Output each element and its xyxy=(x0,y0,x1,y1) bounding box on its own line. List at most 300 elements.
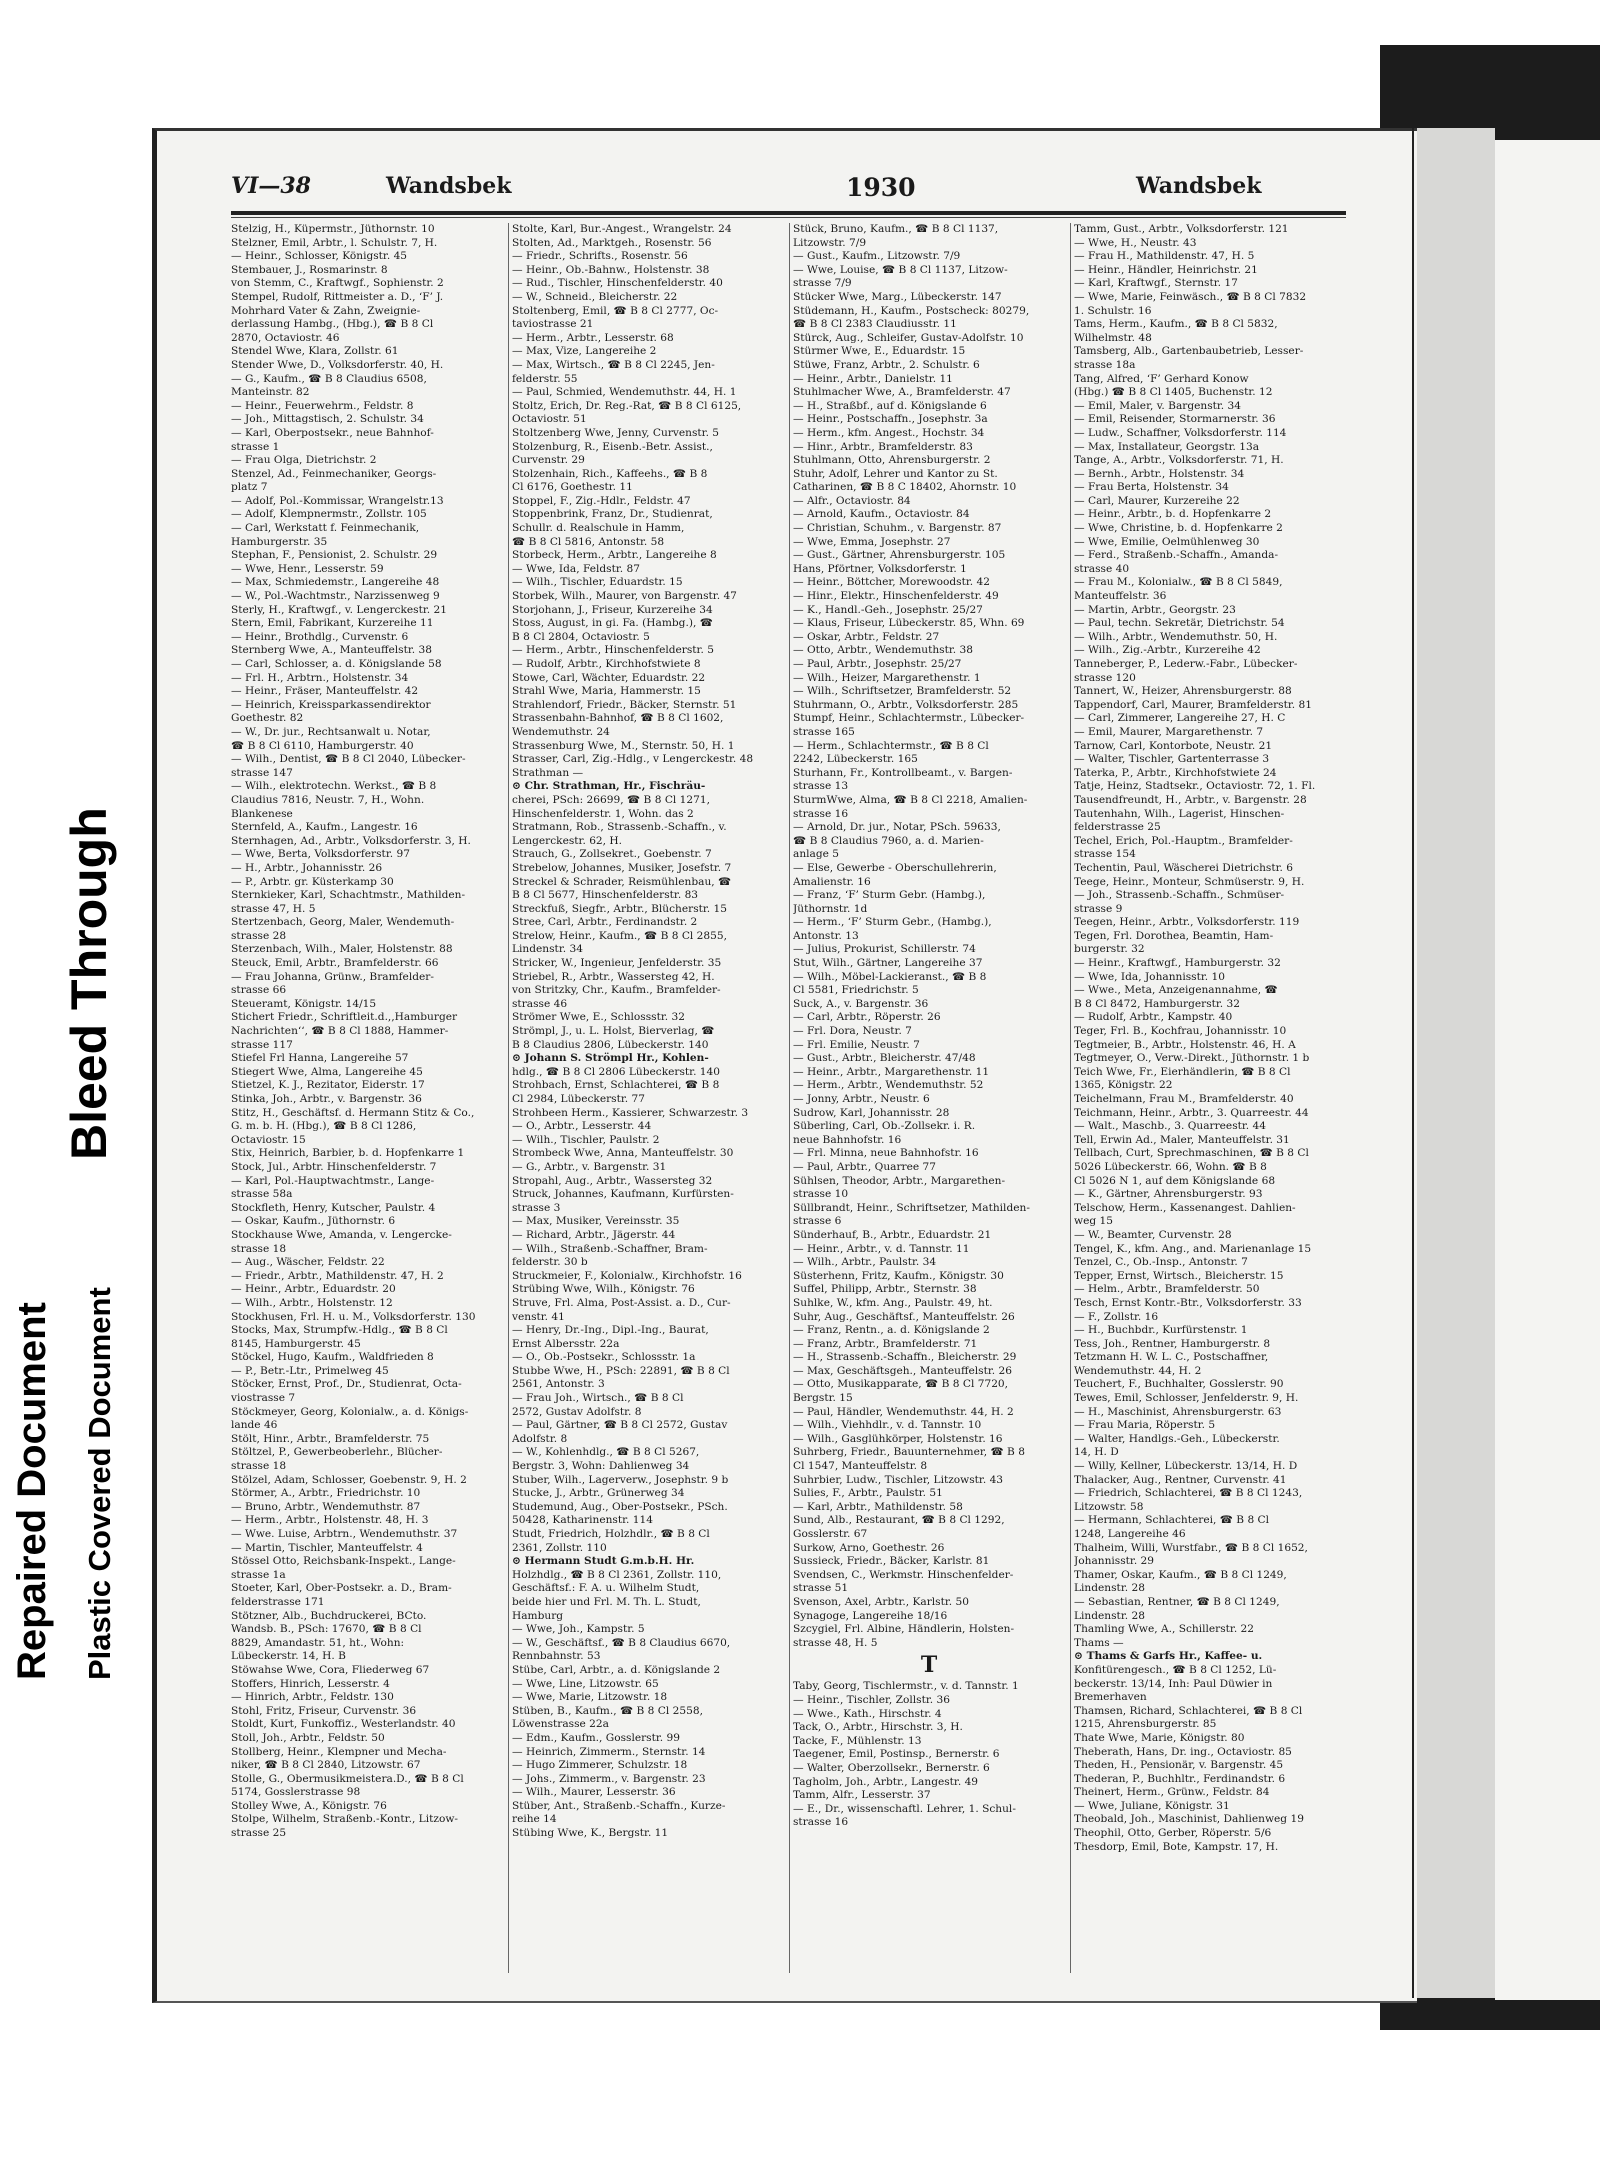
directory-entry-line: — Friedrich, Schlachterei, ☎ B 8 Cl 1243, xyxy=(1074,1487,1303,1500)
directory-entry-line: Suffel, Philipp, Arbtr., Sternstr. 38 xyxy=(793,1283,977,1296)
directory-entry-line: — H., Straßbf., auf d. Königslande 6 xyxy=(793,399,987,412)
directory-entry-line: SturmWwe, Alma, ☎ B 8 Cl 2218, Amalien- xyxy=(793,793,1028,806)
directory-entry-line: Stücker Wwe, Marg., Lübeckerstr. 147 xyxy=(793,290,1002,303)
page-reference: VI—38 xyxy=(231,173,311,199)
directory-entry-line: Suhlke, W., kfm. Ang., Paulstr. 49, ht. xyxy=(793,1296,993,1309)
directory-entry-line: Claudius 7816, Neustr. 7, H., Wohn. xyxy=(231,793,425,806)
plastic-covered-label: Plastic Covered Document xyxy=(82,1287,117,1680)
directory-entry-line: — F., Zollstr. 16 xyxy=(1074,1310,1159,1323)
directory-entry-line: Tanneberger, P., Lederw.-Fabr., Lübecker- xyxy=(1074,658,1298,670)
directory-entry-line: — Wwe, Louise, ☎ B 8 Cl 1137, Litzow- xyxy=(793,263,1008,276)
directory-entry-line: 1. Schulstr. 16 xyxy=(1074,304,1152,317)
directory-entry-line: — Heinr., Böttcher, Morewoodstr. 42 xyxy=(793,576,990,589)
directory-entry-line: Wandsb. B., PSch: 17670, ☎ B 8 Cl xyxy=(231,1623,422,1636)
directory-entry-line: — Martin, Arbtr., Georgstr. 23 xyxy=(1074,603,1236,616)
directory-entry-line: — Hermann, Schlachterei, ☎ B 8 Cl xyxy=(1074,1514,1270,1527)
directory-entry-line: Storbek, Wilh., Maurer, von Bargenstr. 47 xyxy=(512,590,737,603)
directory-entry-line: 5026 Lübeckerstr. 66, Wohn. ☎ B 8 xyxy=(1074,1160,1267,1173)
directory-column-4 xyxy=(1074,223,1346,1973)
directory-entry-line: Stück, Bruno, Kaufm., ☎ B 8 Cl 1137, xyxy=(793,223,999,235)
directory-entry-line: Stiegert Wwe, Alma, Langereihe 45 xyxy=(231,1065,423,1078)
directory-entry-line: — Friedr., Schrifts., Rosenstr. 56 xyxy=(512,250,688,263)
directory-entry-line: Tannert, W., Heizer, Ahrensburgerstr. 88 xyxy=(1074,685,1292,698)
directory-entry-line: — Wwe, Berta, Volksdorferstr. 97 xyxy=(231,848,410,861)
directory-entry-line: Adolfstr. 8 xyxy=(512,1432,568,1445)
directory-entry-line: Thamer, Oskar, Kaufm., ☎ B 8 Cl 1249, xyxy=(1074,1568,1287,1581)
directory-entry-line: — Wwe, Ida, Johannisstr. 10 xyxy=(1074,970,1225,983)
directory-entry-line: B 8 Cl 2804, Octaviostr. 5 xyxy=(512,630,650,643)
directory-entry-line: reihe 14 xyxy=(512,1813,557,1826)
directory-entry-line: Tamsberg, Alb., Gartenbaubetrieb, Lesser- xyxy=(1074,345,1304,358)
directory-entry-line: Stoss, August, in gi. Fa. (Hambg.), ☎ xyxy=(512,617,713,630)
directory-entry-line: — H., Buchbdr., Kurfürstenstr. 1 xyxy=(1074,1324,1248,1337)
directory-entry-line: — Wilh., Gasglühkörper, Holstenstr. 16 xyxy=(793,1432,1003,1445)
directory-entry-line: — W., Beamter, Curvenstr. 28 xyxy=(1074,1228,1232,1241)
directory-entry-line: Stüben, B., Kaufm., ☎ B 8 Cl 2558, xyxy=(512,1704,703,1717)
directory-entry-line: — Walter, Oberzollsekr., Bernerstr. 6 xyxy=(793,1761,990,1774)
directory-column-1 xyxy=(231,223,503,1973)
directory-entry-line: — W., Dr. jur., Rechtsanwalt u. Notar, xyxy=(231,725,431,738)
directory-entry-line: Stolpe, Wilhelm, Straßenb.-Kontr., Litzow- xyxy=(231,1813,458,1826)
directory-entry-line: Strömpl, J., u. L. Holst, Bierverlag, ☎ xyxy=(512,1025,715,1038)
directory-entry-line: Stölzel, Adam, Schlosser, Goebenstr. 9, H. 2 xyxy=(231,1473,467,1486)
directory-entry-line: Strömer Wwe, E., Schlossstr. 32 xyxy=(512,1011,685,1024)
directory-entry-line: cherei, PSch: 26699, ☎ B 8 Cl 1271, xyxy=(512,793,711,806)
directory-entry-line: Storjohann, J., Friseur, Kurzereihe 34 xyxy=(512,603,713,616)
directory-column-2 xyxy=(512,223,784,1973)
page-edge xyxy=(1412,128,1414,1998)
directory-entry-line: Stübing Wwe, K., Bergstr. 11 xyxy=(512,1827,669,1840)
directory-entry-line: — Adolf, Pol.-Kommissar, Wrangelstr.13 xyxy=(231,494,444,507)
directory-entry-line: — Carl, Arbtr., Röperstr. 26 xyxy=(793,1011,941,1024)
directory-entry-line: Ernst Albersstr. 22a xyxy=(512,1337,620,1350)
directory-entry-line: — Herm., Arbtr., Hinschenfelderstr. 5 xyxy=(512,644,714,657)
directory-entry-line: Thesdorp, Emil, Bote, Kampstr. 17, H. xyxy=(1074,1840,1279,1853)
directory-entry-line: — Gust., Kaufm., Litzowstr. 7/9 xyxy=(793,250,961,263)
directory-entry-line: Taegener, Emil, Postinsp., Bernerstr. 6 xyxy=(793,1748,1000,1761)
directory-entry-line: — Otto, Musikapparate, ☎ B 8 Cl 7720, xyxy=(793,1378,1009,1391)
directory-entry-line: Stuhr, Adolf, Lehrer und Kantor zu St. xyxy=(793,467,998,480)
directory-entry-line: Manteinstr. 82 xyxy=(231,386,310,399)
directory-entry-line: — Wilh., Heizer, Margarethenstr. 1 xyxy=(793,671,981,684)
directory-entry-line: Szcygiel, Frl. Albine, Händlerin, Holsten- xyxy=(793,1623,1015,1636)
directory-entry-line: strasse 1a xyxy=(231,1568,286,1581)
directory-entry-line: — Frau H., Mathildenstr. 47, H. 5 xyxy=(1074,250,1255,263)
directory-entry-line: — Wilh., Arbtr., Paulstr. 34 xyxy=(793,1256,937,1269)
directory-entry-line: — Max, Vize, Langereihe 2 xyxy=(512,345,657,358)
directory-entry-line: — Wilh., Schriftsetzer, Bramfelderstr. 52 xyxy=(793,685,1012,698)
directory-entry-line: Hamburg xyxy=(512,1609,564,1622)
directory-entry-line: — H., Maschinist, Ahrensburgerstr. 63 xyxy=(1074,1405,1282,1418)
directory-entry-line: Süsterhenn, Fritz, Kaufm., Königstr. 30 xyxy=(793,1269,1004,1282)
directory-entry-line: Tell, Erwin Ad., Maler, Manteuffelstr. 31 xyxy=(1074,1133,1290,1146)
directory-entry-line: Stoltenberg, Emil, ☎ B 8 Cl 2777, Oc- xyxy=(512,304,719,317)
directory-entry-line: Cl 6176, Goethestr. 11 xyxy=(512,481,633,494)
directory-entry-line: — Wwe., Kath., Hirschstr. 4 xyxy=(793,1707,942,1720)
directory-entry-line: Tetzmann H. W. L. C., Postschaffner, xyxy=(1074,1351,1269,1364)
directory-entry-line: Lengerckestr. 62, H. xyxy=(512,834,623,847)
directory-entry-line: strasse 13 xyxy=(793,780,849,793)
directory-entry-line: Stinka, Joh., Arbtr., v. Bargenstr. 36 xyxy=(231,1093,422,1105)
directory-entry-line: — W., Schneid., Bleicherstr. 22 xyxy=(512,290,678,303)
directory-entry-line: — Heinr., Kraftwgf., Hamburgerstr. 32 xyxy=(1074,957,1281,970)
city-title-right: Wandsbek xyxy=(1136,173,1262,199)
directory-entry-line: Cl 5026 N 1, auf dem Königslande 68 xyxy=(1074,1174,1276,1187)
directory-entry-line: — Herm., Schlachtermstr., ☎ B 8 Cl xyxy=(793,739,989,752)
directory-entry-line: Suhrberg, Friedr., Bauunternehmer, ☎ B 8 xyxy=(793,1446,1025,1459)
directory-entry-line: — Karl, Arbtr., Mathildenstr. 58 xyxy=(793,1500,963,1513)
directory-entry-line: Curvenstr. 29 xyxy=(512,454,585,467)
directory-entry-line: — Wilh., Dentist, ☎ B 8 Cl 2040, Lübecker- xyxy=(231,753,466,766)
directory-entry-line: Bremerhaven xyxy=(1074,1691,1147,1704)
directory-entry-line: Stoeter, Karl, Ober-Postsekr. a. D., Bram- xyxy=(231,1582,452,1595)
directory-entry-line: — Heinr., Arbtr., Danielstr. 11 xyxy=(793,372,953,385)
directory-entry-line: Thamsen, Richard, Schlachterei, ☎ B 8 Cl xyxy=(1074,1704,1303,1717)
directory-entry-line: — Heinr., Brothdlg., Curvenstr. 6 xyxy=(231,630,409,643)
directory-entry-line: strasse 46 xyxy=(512,997,568,1010)
directory-entry-line: strasse 147 xyxy=(231,766,293,779)
directory-entry-line: Techel, Erich, Pol.-Hauptm., Bramfelder- xyxy=(1074,834,1293,847)
directory-entry-line: — Max, Wirtsch., ☎ B 8 Cl 2245, Jen- xyxy=(512,358,715,371)
directory-entry-line: Teege, Heinr., Monteur, Schmüserstr. 9, H. xyxy=(1074,875,1305,888)
column-divider xyxy=(789,223,790,1973)
directory-entry-line: Wilhelmstr. 48 xyxy=(1074,331,1152,344)
directory-entry-line: — Ludw., Schaffner, Volksdorferstr. 114 xyxy=(1074,426,1287,439)
directory-entry-line: Thederan, P., Buchhltr., Ferdinandstr. 6 xyxy=(1074,1772,1286,1785)
directory-entry-line: Sturhann, Fr., Kontrollbeamt., v. Bargen- xyxy=(793,766,1013,779)
directory-entry-line: strasse 47, H. 5 xyxy=(231,902,316,915)
directory-entry-line: Stockhause Wwe, Amanda, v. Lengercke- xyxy=(231,1228,452,1241)
directory-entry-line: Manteuffelstr. 36 xyxy=(1074,590,1167,603)
directory-entry-line: — Wwe, Henr., Lesserstr. 59 xyxy=(231,562,384,575)
directory-entry-line: Hamburgerstr. 35 xyxy=(231,535,328,548)
directory-entry-line: 2870, Octaviostr. 46 xyxy=(231,331,340,344)
directory-entry-line: strasse 10 xyxy=(793,1188,849,1201)
directory-entry-line: Sterzenbach, Wilh., Maler, Holstenstr. 88 xyxy=(231,943,453,956)
directory-entry-line: — Frau Johanna, Grünw., Bramfelder- xyxy=(231,970,434,983)
directory-entry-line: Stölt, Hinr., Arbtr., Bramfelderstr. 75 xyxy=(231,1432,430,1445)
directory-entry-line: — Frl. Dora, Neustr. 7 xyxy=(793,1025,912,1038)
directory-entry-line: Lindenstr. 28 xyxy=(1074,1582,1145,1595)
directory-entry-line: — P., Arbtr. gr. Küsterkamp 30 xyxy=(231,875,394,888)
directory-entry-line: Stelzig, H., Küpermstr., Jüthornstr. 10 xyxy=(231,223,435,235)
directory-entry-line: Thate Wwe, Marie, Königstr. 80 xyxy=(1074,1731,1245,1744)
directory-entry-line: — Herm., kfm. Angest., Hochstr. 34 xyxy=(793,426,985,439)
directory-entry-line: — Herm., Arbtr., Holstenstr. 48, H. 3 xyxy=(231,1514,429,1527)
directory-entry-line: — Willy, Kellner, Lübeckerstr. 13/14, H. D xyxy=(1074,1460,1298,1473)
directory-entry-line: Tamm, Alfr., Lesserstr. 37 xyxy=(793,1789,931,1802)
directory-entry-line: — Heinrich, Kreissparkassendirektor xyxy=(231,698,431,711)
directory-entry-line: — Wilh., Tischler, Eduardstr. 15 xyxy=(512,576,683,589)
directory-entry-line: — Frl. H., Arbtrn., Holstenstr. 34 xyxy=(231,671,409,684)
directory-entry-line: Stoll, Joh., Arbtr., Feldstr. 50 xyxy=(231,1731,385,1744)
column-divider xyxy=(1070,223,1071,1973)
directory-entry-line: Strombeck Wwe, Anna, Manteuffelstr. 30 xyxy=(512,1147,734,1160)
directory-entry-line: neue Bahnhofstr. 16 xyxy=(793,1133,902,1146)
bleed-through-label: Bleed Through xyxy=(61,807,117,1160)
directory-entry-line: — Paul, techn. Sekretär, Dietrichstr. 54 xyxy=(1074,617,1285,630)
directory-entry-line: strasse 117 xyxy=(231,1038,293,1051)
directory-entry-line: Stolzenhain, Rich., Kaffeehs., ☎ B 8 xyxy=(512,467,708,480)
directory-entry-line: ⊙ Hermann Studt G.m.b.H. Hr. xyxy=(512,1555,695,1568)
directory-entry-line: Stumpf, Heinr., Schlachtermstr., Lübecker- xyxy=(793,712,1025,725)
directory-entry-line: — Wilh., Arbtr., Holstenstr. 12 xyxy=(231,1296,393,1309)
directory-entry-line: ☎ B 8 Cl 5816, Antonstr. 58 xyxy=(512,535,665,548)
directory-entry-line: Mohrhard Vater & Zahn, Zweignie- xyxy=(231,304,421,317)
directory-entry-line: Goethestr. 82 xyxy=(231,712,304,725)
directory-entry-line: — Wwe, Marie, Litzowstr. 18 xyxy=(512,1691,668,1704)
directory-entry-line: — Arnold, Kaufm., Octaviostr. 84 xyxy=(793,508,970,521)
directory-entry-line: Konfitürengesch., ☎ B 8 Cl 1252, Lü- xyxy=(1074,1663,1277,1676)
directory-entry-line: — Heinrich, Zimmerm., Sternstr. 14 xyxy=(512,1745,706,1758)
directory-entry-line: — Rudolf, Arbtr., Kampstr. 40 xyxy=(1074,1011,1233,1024)
directory-entry-line: — Wwe. Luise, Arbtrn., Wendemuthstr. 37 xyxy=(231,1528,458,1540)
directory-entry-line: — Bernh., Arbtr., Holstenstr. 34 xyxy=(1074,467,1245,480)
directory-entry-line: Sternberg Wwe, A., Manteuffelstr. 38 xyxy=(231,644,432,657)
directory-entry-line: Octaviostr. 51 xyxy=(512,413,587,426)
directory-entry-line: — P., Betr.-Ltr., Primelweg 45 xyxy=(231,1364,389,1377)
directory-entry-line: — Jonny, Arbtr., Neustr. 6 xyxy=(793,1093,930,1105)
directory-entry-line: Lindenstr. 34 xyxy=(512,943,583,956)
directory-entry-line: — Wilh., Viehhdlr., v. d. Tannstr. 10 xyxy=(793,1419,982,1432)
directory-entry-line: — Carl, Zimmerer, Langereihe 27, H. C xyxy=(1074,712,1286,725)
directory-entry-line: — Frau M., Kolonialw., ☎ B 8 Cl 5849, xyxy=(1074,576,1283,589)
directory-entry-line: Süllbrandt, Heinr., Schriftsetzer, Mathilden- xyxy=(793,1201,1030,1214)
directory-entry-line: Theinert, Herm., Grünw., Feldstr. 84 xyxy=(1074,1786,1270,1799)
directory-entry-line: — Frau Berta, Holstenstr. 34 xyxy=(1074,481,1229,494)
directory-entry-line: ⊙ Johann S. Strömpl Hr., Kohlen- xyxy=(512,1052,709,1065)
directory-entry-line: Stüber, Ant., Straßenb.-Schaffn., Kurze- xyxy=(512,1799,726,1812)
directory-entry-line: — Rud., Tischler, Hinschenfelderstr. 40 xyxy=(512,277,723,290)
directory-entry-line: Stoffers, Hinrich, Lesserstr. 4 xyxy=(231,1677,390,1690)
directory-entry-line: Strassenburg Wwe, M., Sternstr. 50, H. 1 xyxy=(512,739,735,752)
directory-entry-line: Tegtmeier, B., Arbtr., Holstenstr. 46, H. A xyxy=(1074,1038,1296,1051)
directory-entry-line: — Frau Olga, Dietrichstr. 2 xyxy=(231,454,377,467)
directory-entry-line: ☎ B 8 Claudius 7960, a. d. Marien- xyxy=(793,834,984,847)
directory-entry-line: — Wwe, Joh., Kampstr. 5 xyxy=(512,1623,645,1636)
directory-entry-line: Stiefel Frl Hanna, Langereihe 57 xyxy=(231,1052,409,1065)
directory-entry-line: Octaviostr. 15 xyxy=(231,1133,306,1146)
directory-entry-line: — Gust., Arbtr., Bleicherstr. 47/48 xyxy=(793,1052,976,1065)
directory-entry-line: — Carl, Werkstatt f. Feinmechanik, xyxy=(231,522,420,535)
directory-entry-line: strasse 16 xyxy=(793,1816,849,1829)
directory-entry-line: strasse 25 xyxy=(231,1827,287,1840)
directory-entry-line: Bergstr. 15 xyxy=(793,1392,853,1405)
page-header xyxy=(231,173,1341,202)
directory-entry-line: Stoppenbrink, Franz, Dr., Studienrat, xyxy=(512,508,713,521)
directory-entry-line: — Heinr., Arbtr., b. d. Hopfenkarre 2 xyxy=(1074,508,1272,521)
directory-entry-line: — Wwe, Ida, Feldstr. 87 xyxy=(512,562,640,575)
directory-entry-line: Strathman — xyxy=(512,766,584,779)
directory-entry-line: — Frau Joh., Wirtsch., ☎ B 8 Cl xyxy=(512,1392,684,1405)
adjacent-page-strip xyxy=(1495,140,1600,2000)
page-gutter xyxy=(1405,128,1495,1998)
directory-entry-line: Nachrichten‘‘, ☎ B 8 Cl 1888, Hammer- xyxy=(231,1025,449,1038)
directory-entry-line: strasse 28 xyxy=(231,929,287,942)
directory-entry-line: Stropahl, Aug., Arbtr., Wassersteg 32 xyxy=(512,1174,713,1187)
directory-entry-line: lande 46 xyxy=(231,1419,278,1432)
directory-entry-line: Litzowstr. 7/9 xyxy=(793,236,867,249)
directory-entry-line: — Karl, Pol.-Hauptwachtmstr., Lange- xyxy=(231,1174,435,1187)
directory-entry-line: — Julius, Prokurist, Schillerstr. 74 xyxy=(793,943,976,956)
directory-entry-line: — Paul, Gärtner, ☎ B 8 Cl 2572, Gustav xyxy=(512,1419,728,1432)
directory-entry-line: Stolte, Karl, Bur.-Angest., Wrangelstr. 24 xyxy=(512,223,732,235)
directory-entry-line: — H., Arbtr., Johannisstr. 26 xyxy=(231,861,383,874)
directory-entry-line: Tenzel, C., Ob.-Insp., Antonstr. 7 xyxy=(1074,1256,1248,1269)
directory-entry-line: Struve, Frl. Alma, Post-Assist. a. D., Cur- xyxy=(512,1296,731,1309)
directory-entry-line: Tengel, K., kfm. Ang., and. Marienanlage 15 xyxy=(1074,1242,1312,1255)
directory-entry-line: Rennbahnstr. 53 xyxy=(512,1650,601,1663)
directory-entry-line: — Heinr., Arbtr., v. d. Tannstr. 11 xyxy=(793,1242,970,1255)
directory-entry-line: Svendsen, C., Werkmstr. Hinschenfelder- xyxy=(793,1568,1014,1581)
directory-entry-line: — Sebastian, Rentner, ☎ B 8 Cl 1249, xyxy=(1074,1595,1280,1608)
directory-entry-line: — Joh., Strassenb.-Schaffn., Schmüser- xyxy=(1074,889,1285,902)
directory-entry-line: 14, H. D xyxy=(1074,1446,1119,1459)
directory-entry-line: — Heinr., Postschaffn., Josephstr. 3a xyxy=(793,413,988,426)
directory-entry-line: strasse 120 xyxy=(1074,671,1136,684)
directory-entry-line: Stichert Friedr., Schriftleit.d.,‚Hamburger xyxy=(231,1011,458,1024)
directory-entry-line: — O., Arbtr., Lesserstr. 44 xyxy=(512,1120,652,1133)
directory-entry-line: Süberling, Carl, Ob.-Zollsekr. i. R. xyxy=(793,1120,976,1133)
directory-entry-line: Thalheim, Willi, Wurstfabr., ☎ B 8 Cl 1652, xyxy=(1074,1541,1308,1554)
directory-entry-line: Gosslerstr. 67 xyxy=(793,1528,868,1540)
directory-entry-line: Strauch, G., Zollsekret., Goebenstr. 7 xyxy=(512,848,712,861)
directory-entry-line: burgerstr. 32 xyxy=(1074,943,1145,956)
directory-entry-line: anlage 5 xyxy=(793,848,840,861)
directory-entry-line: — Frl. Emilie, Neustr. 7 xyxy=(793,1038,920,1051)
directory-entry-line: — Max, Installateur, Georgstr. 13a xyxy=(1074,440,1260,453)
directory-entry-line: — Paul, Arbtr., Quarree 77 xyxy=(793,1160,936,1173)
directory-entry-line: Wendemuthstr. 44, H. 2 xyxy=(1074,1364,1202,1377)
directory-entry-line: Stietzel, K. J., Rezitator, Eiderstr. 17 xyxy=(231,1079,425,1092)
directory-entry-line: Tams, Herm., Kaufm., ☎ B 8 Cl 5832, xyxy=(1074,318,1278,331)
column-divider xyxy=(508,223,509,1973)
directory-entry-line: Störmer, A., Arbtr., Friedrichstr. 10 xyxy=(231,1487,421,1500)
directory-entry-line: Svenson, Axel, Arbtr., Karlstr. 50 xyxy=(793,1595,969,1608)
directory-entry-line: Löwenstrasse 22a xyxy=(512,1718,609,1731)
directory-entry-line: Catharinen, ☎ B 8 C 18402, Ahornstr. 10 xyxy=(793,481,1017,494)
directory-entry-line: Stoppel, F., Zig.-Hdlr., Feldstr. 47 xyxy=(512,494,691,507)
directory-entry-line: Tepper, Ernst, Wirtsch., Bleicherstr. 15 xyxy=(1074,1269,1284,1282)
directory-entry-line: — Wwe, Emilie, Oelmühlenweg 30 xyxy=(1074,535,1260,548)
directory-entry-line: — Adolf, Klempnermstr., Zollstr. 105 xyxy=(231,508,427,521)
directory-entry-line: — Oskar, Arbtr., Feldstr. 27 xyxy=(793,630,940,643)
directory-entry-line: Techentin, Paul, Wäscherei Dietrichstr. 6 xyxy=(1074,861,1293,874)
directory-entry-line: Tatje, Heinz, Stadtsekr., Octaviostr. 72, 1. Fl. xyxy=(1074,780,1316,793)
directory-entry-line: — Gust., Gärtner, Ahrensburgerstr. 105 xyxy=(793,549,1006,562)
directory-entry-line: Stöltzel, P., Gewerbeoberlehr., Blücher- xyxy=(231,1446,443,1459)
directory-entry-line: Teichelmann, Frau M., Bramfelderstr. 40 xyxy=(1074,1093,1294,1105)
directory-entry-line: Stoldt, Kurt, Funkoffiz., Westerlandstr. 40 xyxy=(231,1718,456,1731)
directory-entry-line: — Johs., Zimmerm., v. Bargenstr. 23 xyxy=(512,1772,706,1785)
directory-entry-line: Stuhrmann, O., Arbtr., Volksdorferstr. 285 xyxy=(793,698,1019,711)
directory-entry-line: hdlg., ☎ B 8 Cl 2806 Lübeckerstr. 140 xyxy=(512,1065,721,1078)
directory-entry-line: — Wwe, Marie, Feinwäsch., ☎ B 8 Cl 7832 xyxy=(1074,290,1307,303)
directory-entry-line: — Max, Musiker, Vereinsstr. 35 xyxy=(512,1215,680,1228)
directory-entry-line: strasse 48, H. 5 xyxy=(793,1636,878,1649)
directory-entry-line: Stuhlmacher Wwe, A., Bramfelderstr. 47 xyxy=(793,386,1011,399)
directory-entry-line: strasse 9 xyxy=(1074,902,1123,915)
directory-entry-line: Lübeckerstr. 14, H. B xyxy=(231,1650,346,1663)
directory-entry-line: — Hinrich, Arbtr., Feldstr. 130 xyxy=(231,1691,394,1704)
directory-entry-line: Stöckel, Hugo, Kaufm., Waldfrieden 8 xyxy=(231,1351,434,1364)
directory-entry-line: — Herm., Arbtr., Wendemuthstr. 52 xyxy=(793,1079,984,1092)
directory-entry-line: Strohbach, Ernst, Schlachterei, ☎ B 8 xyxy=(512,1079,720,1092)
directory-entry-line: felderstr. 30 b xyxy=(512,1256,588,1269)
directory-entry-line: Stöckmeyer, Georg, Kolonialw., a. d. Königs- xyxy=(231,1405,469,1418)
directory-entry-line: derlassung Hambg., (Hbg.), ☎ B 8 Cl xyxy=(231,318,434,331)
directory-entry-line: felderstrasse 25 xyxy=(1074,821,1161,834)
directory-entry-line: — Wilh., Zig.-Arbtr., Kurzereihe 42 xyxy=(1074,644,1261,657)
directory-entry-line: — Karl, Oberpostsekr., neue Bahnhof- xyxy=(231,426,434,439)
directory-entry-line: platz 7 xyxy=(231,481,268,494)
directory-entry-line: — Arnold, Dr. jur., Notar, PSch. 59633, xyxy=(793,821,1001,834)
directory-entry-line: Surkow, Arno, Goethestr. 26 xyxy=(793,1541,945,1554)
directory-entry-line: Theobald, Joh., Maschinist, Dahlienweg 19 xyxy=(1074,1813,1304,1826)
directory-entry-line: — Otto, Arbtr., Wendemuthstr. 38 xyxy=(793,644,973,657)
directory-entry-line: Stolle, G., Obermusikmeistera.D., ☎ B 8 Cl xyxy=(231,1772,464,1785)
directory-entry-line: Sterly, H., Kraftwgf., v. Lengerckestr. 21 xyxy=(231,603,447,616)
directory-entry-line: Amalienstr. 16 xyxy=(793,875,871,888)
directory-entry-line: Stempel, Rudolf, Rittmeister a. D., ‘F’ J. xyxy=(231,290,444,303)
directory-entry-line: Stüdemann, H., Kaufm., Postscheck: 80279, xyxy=(793,304,1030,317)
directory-entry-line: — Paul, Schmied, Wendemuthstr. 44, H. 1 xyxy=(512,386,737,399)
directory-entry-line: Blankenese xyxy=(231,807,293,820)
directory-page xyxy=(152,128,1417,2003)
directory-entry-line: viostrasse 7 xyxy=(231,1392,296,1405)
directory-entry-line: Lindenstr. 28 xyxy=(1074,1609,1145,1622)
directory-entry-line: — Heinr., Feuerwehrm., Feldstr. 8 xyxy=(231,399,414,412)
directory-entry-line: weg 15 xyxy=(1074,1215,1113,1228)
directory-entry-line: — K., Gärtner, Ahrensburgerstr. 93 xyxy=(1074,1188,1263,1201)
header-rule xyxy=(231,211,1346,215)
directory-entry-line: Stöwahse Wwe, Cora, Fliederweg 67 xyxy=(231,1663,430,1676)
directory-entry-line: Stübe, Carl, Arbtr., a. d. Königslande 2 xyxy=(512,1663,721,1676)
directory-entry-line: — W., Geschäftsf., ☎ B 8 Claudius 6670, xyxy=(512,1636,731,1649)
directory-entry-line: Teichmann, Heinr., Arbtr., 3. Quarreestr. 44 xyxy=(1074,1106,1309,1119)
directory-entry-line: — Bruno, Arbtr., Wendemuthstr. 87 xyxy=(231,1500,421,1513)
directory-entry-line: Striebel, R., Arbtr., Wassersteg 42, H. xyxy=(512,970,715,983)
directory-entry-line: Tang, Alfred, ‘F’ Gerhard Konow xyxy=(1074,372,1249,385)
directory-entry-line: — Emil, Maler, v. Bargenstr. 34 xyxy=(1074,399,1242,412)
directory-entry-line: Sühlsen, Theodor, Arbtr., Margarethen- xyxy=(793,1174,1006,1187)
directory-entry-line: — Max, Schmiedemstr., Langereihe 48 xyxy=(231,576,440,589)
directory-entry-line: venstr. 41 xyxy=(512,1310,565,1323)
directory-entry-line: Stockfleth, Henry, Kutscher, Paulstr. 4 xyxy=(231,1201,436,1214)
directory-entry-line: Teegen, Heinr., Arbtr., Volksdorferstr. 119 xyxy=(1074,916,1300,929)
directory-entry-line: G. m. b. H. (Hbg.), ☎ B 8 Cl 1286, xyxy=(231,1120,417,1133)
directory-entry-line: — Wilh., Straßenb.-Schaffner, Bram- xyxy=(512,1242,708,1255)
directory-entry-line: von Stritzky, Chr., Kaufm., Bramfelder- xyxy=(512,984,721,997)
directory-entry-line: Tess, Joh., Rentner, Hamburgerstr. 8 xyxy=(1074,1337,1271,1350)
directory-entry-line: strasse 7/9 xyxy=(793,277,852,290)
directory-entry-line: — Richard, Arbtr., Jägerstr. 44 xyxy=(512,1228,676,1241)
directory-entry-line: Stürck, Aug., Schleifer, Gustav-Adolfstr. 10 xyxy=(793,331,1024,344)
directory-entry-line: — Klaus, Friseur, Lübeckerstr. 85, Whn. 69 xyxy=(793,617,1025,630)
directory-entry-line: — Franz, Rentn., a. d. Königslande 2 xyxy=(793,1324,990,1337)
directory-entry-line: Stoltz, Erich, Dr. Reg.-Rat, ☎ B 8 Cl 6125, xyxy=(512,399,742,412)
directory-entry-line: Stembauer, J., Rosmarinstr. 8 xyxy=(231,263,388,276)
directory-entry-line: strasse 16 xyxy=(793,807,849,820)
directory-entry-line: 1248, Langereihe 46 xyxy=(1074,1528,1186,1540)
directory-entry-line: — Wwe, Line, Litzowstr. 65 xyxy=(512,1677,659,1690)
directory-entry-line: Strahl Wwe, Maria, Hammerstr. 15 xyxy=(512,685,701,698)
repaired-document-label: Repaired Document xyxy=(10,1302,54,1680)
directory-entry-line: — Heinr., Arbtr., Eduardstr. 20 xyxy=(231,1283,396,1296)
directory-entry-line: 2361, Zollstr. 110 xyxy=(512,1541,607,1554)
directory-entry-line: strasse 51 xyxy=(793,1582,849,1595)
directory-entry-line: von Stemm, C., Kraftwgf., Sophienstr. 2 xyxy=(231,277,444,290)
